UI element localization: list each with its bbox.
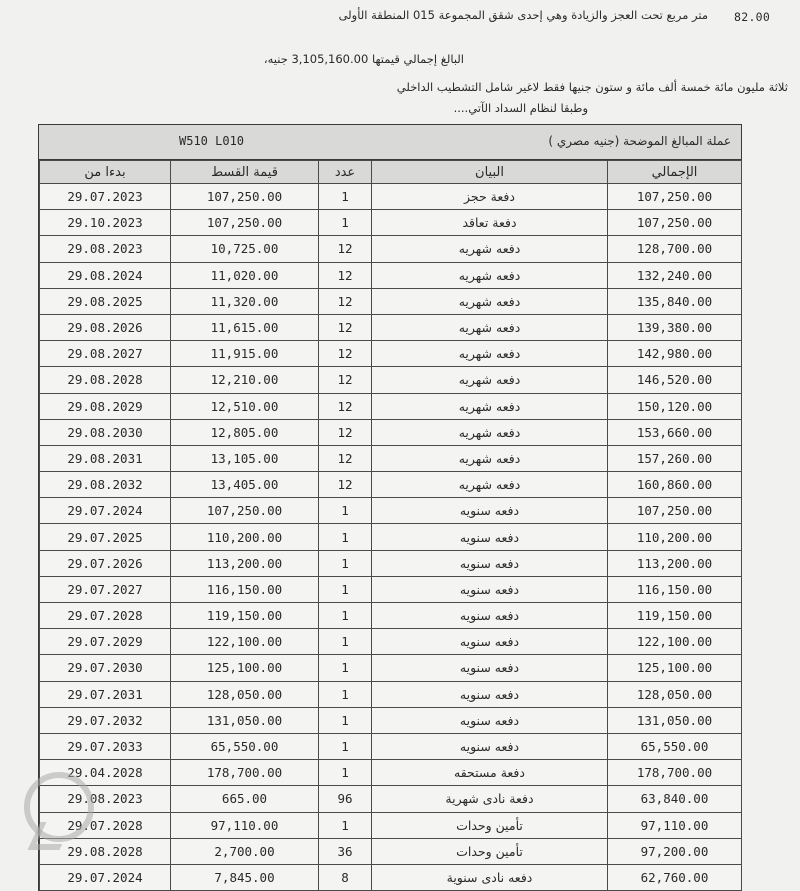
table-row [40,550,742,576]
table-row [40,864,742,890]
start-date-cell: 29.08.2024 [40,262,171,288]
total-cell: 63,840.00 [608,786,742,812]
description-cell: دفعه شهريه [372,314,608,340]
installment-cell: 128,050.00 [171,681,319,707]
start-date-cell: 29.07.2024 [40,498,171,524]
total-cell: 135,840.00 [608,288,742,314]
table-row [40,576,742,602]
count-cell: 12 [319,262,372,288]
count-cell: 12 [319,472,372,498]
count-cell: 1 [319,184,372,210]
total-cell: 125,100.00 [608,655,742,681]
installment-cell: 116,150.00 [171,576,319,602]
count-cell: 12 [319,445,372,471]
total-cell: 122,100.00 [608,629,742,655]
total-cell: 160,860.00 [608,472,742,498]
count-cell: 12 [319,419,372,445]
description-cell: تأمين وحدات [372,812,608,838]
installment-cell: 12,210.00 [171,367,319,393]
count-cell: 8 [319,864,372,890]
count-cell: 1 [319,681,372,707]
table-row [40,786,742,812]
count-cell: 12 [319,393,372,419]
col-count: عدد [319,161,372,184]
count-cell: 36 [319,838,372,864]
table-row [40,681,742,707]
installment-cell: 125,100.00 [171,655,319,681]
start-date-cell: 29.08.2029 [40,393,171,419]
installment-cell: 178,700.00 [171,760,319,786]
description-cell: دفعه شهريه [372,236,608,262]
start-date-cell: 29.07.2032 [40,707,171,733]
col-start-date: بدءا من [40,161,171,184]
table-row [40,655,742,681]
table-row [40,288,742,314]
table-row [40,707,742,733]
description-cell: دفعه سنويه [372,550,608,576]
installment-cell: 11,915.00 [171,341,319,367]
start-date-cell: 29.08.2028 [40,838,171,864]
currency-note: عملة المبالغ الموضحة (جنيه مصري ) [548,134,731,148]
payment-schedule-table [38,124,742,891]
table-row [40,236,742,262]
count-cell: 1 [319,707,372,733]
installment-cell: 119,150.00 [171,603,319,629]
installment-cell: 65,550.00 [171,733,319,759]
description-cell: دفعه سنويه [372,576,608,602]
payment-system-line: وطبقا لنظام السداد الآتي.... [453,101,588,115]
description-cell: دفعه شهريه [372,367,608,393]
total-cell: 113,200.00 [608,550,742,576]
total-cell: 178,700.00 [608,760,742,786]
start-date-cell: 29.08.2030 [40,419,171,445]
table-row [40,524,742,550]
col-description: البيان [372,161,608,184]
table-row [40,393,742,419]
description-cell: دفعه شهريه [372,472,608,498]
description-cell: دفعه نادى سنوية [372,864,608,890]
start-date-cell: 29.08.2023 [40,236,171,262]
description-cell: دفعه شهريه [372,341,608,367]
total-cell: 142,980.00 [608,341,742,367]
start-date-cell: 29.07.2033 [40,733,171,759]
count-cell: 1 [319,812,372,838]
count-cell: 12 [319,236,372,262]
count-cell: 1 [319,210,372,236]
table-row [40,629,742,655]
start-date-cell: 29.07.2028 [40,603,171,629]
start-date-cell: 29.07.2027 [40,576,171,602]
description-cell: دفعه سنويه [372,629,608,655]
total-cell: 97,200.00 [608,838,742,864]
schedule-grid [39,160,742,891]
installment-cell: 11,615.00 [171,314,319,340]
installment-cell: 107,250.00 [171,498,319,524]
start-date-cell: 29.08.2031 [40,445,171,471]
table-row [40,603,742,629]
total-cell: 132,240.00 [608,262,742,288]
table-row [40,419,742,445]
total-cell: 116,150.00 [608,576,742,602]
count-cell: 96 [319,786,372,812]
total-cell: 146,520.00 [608,367,742,393]
description-cell: دفعة تعاقد [372,210,608,236]
start-date-cell: 29.07.2031 [40,681,171,707]
count-cell: 1 [319,524,372,550]
count-cell: 12 [319,367,372,393]
start-date-cell: 29.07.2025 [40,524,171,550]
start-date-cell: 29.08.2023 [40,786,171,812]
col-total: الإجمالي [608,161,742,184]
start-date-cell: 29.08.2032 [40,472,171,498]
table-row [40,262,742,288]
unit-description-line: متر مربع تحت العجز والزيادة وهي إحدى شقق المجموعة 015 المنطقة الأولى [338,8,708,22]
total-cell: 107,250.00 [608,184,742,210]
count-cell: 1 [319,576,372,602]
table-row [40,210,742,236]
col-installment: قيمة القسط [171,161,319,184]
installment-cell: 11,320.00 [171,288,319,314]
description-cell: دفعة نادى شهرية [372,786,608,812]
start-date-cell: 29.07.2024 [40,864,171,890]
installment-cell: 12,805.00 [171,419,319,445]
installment-cell: 10,725.00 [171,236,319,262]
start-date-cell: 29.07.2030 [40,655,171,681]
installment-cell: 7,845.00 [171,864,319,890]
installment-cell: 2,700.00 [171,838,319,864]
count-cell: 12 [319,314,372,340]
table-row [40,472,742,498]
total-cell: 128,700.00 [608,236,742,262]
description-cell: دفعة حجز [372,184,608,210]
total-cell: 128,050.00 [608,681,742,707]
installment-cell: 13,105.00 [171,445,319,471]
count-cell: 1 [319,498,372,524]
table-row [40,445,742,471]
start-date-cell: 29.08.2026 [40,314,171,340]
total-cell: 119,150.00 [608,603,742,629]
count-cell: 1 [319,629,372,655]
start-date-cell: 29.07.2028 [40,812,171,838]
start-date-cell: 29.07.2029 [40,629,171,655]
start-date-cell: 29.08.2025 [40,288,171,314]
description-cell: دفعة مستحقه [372,760,608,786]
description-cell: دفعه سنويه [372,655,608,681]
installment-cell: 122,100.00 [171,629,319,655]
installment-cell: 665.00 [171,786,319,812]
count-cell: 1 [319,550,372,576]
installment-cell: 13,405.00 [171,472,319,498]
count-cell: 1 [319,733,372,759]
start-date-cell: 29.10.2023 [40,210,171,236]
table-row [40,184,742,210]
count-cell: 1 [319,760,372,786]
total-value-line: البالغ إجمالي قيمتها 3,105,160.00 جنيه، [263,52,464,66]
total-cell: 150,120.00 [608,393,742,419]
table-row [40,760,742,786]
installment-cell: 12,510.00 [171,393,319,419]
total-in-words-line: ثلاثة مليون مائة خمسة ألف مائة و ستون جنيها فقط لاغير شامل التشطيب الداخلي [396,80,788,94]
start-date-cell: 29.07.2026 [40,550,171,576]
start-date-cell: 29.07.2023 [40,184,171,210]
start-date-cell: 29.08.2028 [40,367,171,393]
description-cell: دفعه شهريه [372,393,608,419]
start-date-cell: 29.08.2027 [40,341,171,367]
count-cell: 1 [319,603,372,629]
total-cell: 110,200.00 [608,524,742,550]
description-cell: دفعه شهريه [372,445,608,471]
installment-cell: 107,250.00 [171,210,319,236]
installment-cell: 11,020.00 [171,262,319,288]
installment-cell: 97,110.00 [171,812,319,838]
table-row [40,498,742,524]
table-header-band [39,125,741,160]
description-cell: دفعه شهريه [372,262,608,288]
table-row [40,838,742,864]
description-cell: تأمين وحدات [372,838,608,864]
total-cell: 65,550.00 [608,733,742,759]
total-cell: 157,260.00 [608,445,742,471]
count-cell: 1 [319,655,372,681]
description-cell: دفعه سنويه [372,733,608,759]
table-row [40,341,742,367]
description-cell: دفعه سنويه [372,524,608,550]
start-date-cell: 29.04.2028 [40,760,171,786]
description-cell: دفعه سنويه [372,498,608,524]
count-cell: 12 [319,288,372,314]
count-cell: 12 [319,341,372,367]
column-header-row [40,161,742,184]
installment-cell: 107,250.00 [171,184,319,210]
total-cell: 153,660.00 [608,419,742,445]
installment-cell: 110,200.00 [171,524,319,550]
watermark-logo [24,772,94,842]
table-row [40,733,742,759]
installment-cell: 131,050.00 [171,707,319,733]
description-cell: دفعه سنويه [372,707,608,733]
table-row [40,367,742,393]
description-cell: دفعه شهريه [372,288,608,314]
table-row [40,314,742,340]
total-cell: 107,250.00 [608,498,742,524]
unit-area-value: 82.00 [734,10,771,24]
description-cell: دفعه سنويه [372,681,608,707]
total-cell: 62,760.00 [608,864,742,890]
installment-cell: 113,200.00 [171,550,319,576]
total-cell: 139,380.00 [608,314,742,340]
total-cell: 131,050.00 [608,707,742,733]
description-cell: دفعه سنويه [372,603,608,629]
description-cell: دفعه شهريه [372,419,608,445]
total-cell: 97,110.00 [608,812,742,838]
table-row [40,812,742,838]
unit-codes: W510 L010 [179,134,245,148]
total-cell: 107,250.00 [608,210,742,236]
